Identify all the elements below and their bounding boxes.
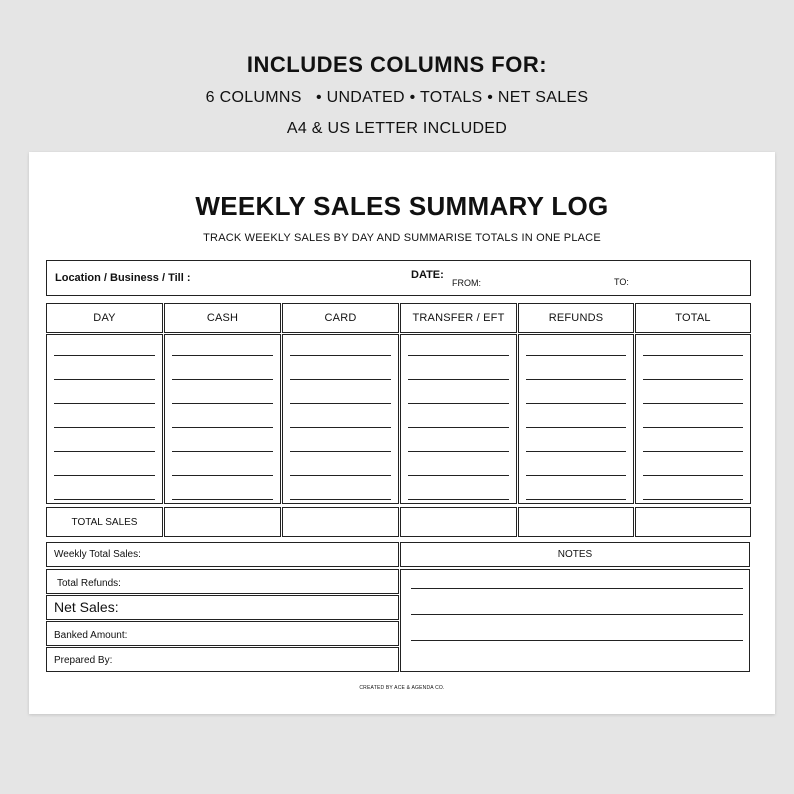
- write-in-line[interactable]: [643, 475, 743, 476]
- column-header-card: CARD: [282, 303, 399, 333]
- write-in-line[interactable]: [526, 427, 626, 428]
- write-in-line[interactable]: [172, 403, 273, 404]
- header-box: [46, 260, 751, 296]
- column-header-day: DAY: [46, 303, 163, 333]
- weekly-total-sales-box: [46, 542, 399, 567]
- prepared-by-box: [46, 647, 399, 672]
- write-in-line[interactable]: [643, 499, 743, 500]
- write-in-line[interactable]: [526, 499, 626, 500]
- write-in-line[interactable]: [643, 403, 743, 404]
- write-in-line[interactable]: [172, 499, 273, 500]
- write-in-line[interactable]: [408, 403, 509, 404]
- sheet-title: WEEKLY SALES SUMMARY LOG: [195, 191, 609, 221]
- write-in-line[interactable]: [54, 475, 155, 476]
- write-in-line[interactable]: [290, 403, 391, 404]
- write-in-line[interactable]: [408, 475, 509, 476]
- column-body-refunds: [518, 334, 634, 504]
- write-in-line[interactable]: [526, 403, 626, 404]
- promo-formats: A4 & US LETTER INCLUDED: [286, 120, 508, 137]
- write-in-line[interactable]: [172, 451, 273, 452]
- total-sales-card-cell: [282, 507, 399, 537]
- notes-line[interactable]: [411, 614, 743, 615]
- column-body-card: [282, 334, 399, 504]
- notes-line[interactable]: [411, 640, 743, 641]
- write-in-line[interactable]: [290, 355, 391, 356]
- total-sales-cash-cell: [164, 507, 281, 537]
- sheet-subtitle: TRACK WEEKLY SALES BY DAY AND SUMMARISE TOTALS IN ONE PLACE: [203, 232, 601, 244]
- write-in-line[interactable]: [54, 499, 155, 500]
- from-label: FROM:: [452, 278, 481, 288]
- write-in-line[interactable]: [526, 451, 626, 452]
- column-header-total: TOTAL: [635, 303, 751, 333]
- net-sales-box: [46, 595, 399, 620]
- column-body-transfer: [400, 334, 517, 504]
- write-in-line[interactable]: [290, 379, 391, 380]
- promo-features: 6 COLUMNS • UNDATED • TOTALS • NET SALES: [205, 89, 589, 106]
- write-in-line[interactable]: [643, 451, 743, 452]
- to-label: TO:: [614, 277, 629, 287]
- column-body-total: [635, 334, 751, 504]
- promo-title: INCLUDES COLUMNS FOR:: [246, 52, 548, 77]
- column-body-cash: [164, 334, 281, 504]
- write-in-line[interactable]: [408, 451, 509, 452]
- write-in-line[interactable]: [290, 499, 391, 500]
- notes-line[interactable]: [411, 588, 743, 589]
- write-in-line[interactable]: [54, 427, 155, 428]
- banked-amount-label: Banked Amount:: [54, 630, 128, 641]
- write-in-line[interactable]: [54, 355, 155, 356]
- total-sales-label: TOTAL SALES: [46, 507, 163, 537]
- write-in-line[interactable]: [172, 379, 273, 380]
- write-in-line[interactable]: [172, 427, 273, 428]
- banked-amount-box: [46, 621, 399, 646]
- total-refunds-box: [46, 569, 399, 594]
- total-sales-transfer-cell: [400, 507, 517, 537]
- column-header-cash: CASH: [164, 303, 281, 333]
- write-in-line[interactable]: [643, 427, 743, 428]
- write-in-line[interactable]: [172, 475, 273, 476]
- prepared-by-label: Prepared By:: [54, 655, 113, 666]
- notes-header: NOTES: [400, 542, 750, 567]
- write-in-line[interactable]: [290, 427, 391, 428]
- net-sales-label: Net Sales:: [54, 599, 119, 615]
- write-in-line[interactable]: [290, 475, 391, 476]
- write-in-line[interactable]: [643, 379, 743, 380]
- write-in-line[interactable]: [408, 499, 509, 500]
- write-in-line[interactable]: [54, 379, 155, 380]
- total-sales-refunds-cell: [518, 507, 634, 537]
- column-header-transfer: TRANSFER / EFT: [400, 303, 517, 333]
- write-in-line[interactable]: [526, 355, 626, 356]
- column-body-day: [46, 334, 163, 504]
- footer-credit: CREATED BY ACE & AGENDA CO.: [359, 685, 445, 691]
- write-in-line[interactable]: [408, 427, 509, 428]
- write-in-line[interactable]: [643, 355, 743, 356]
- write-in-line[interactable]: [408, 379, 509, 380]
- date-label: DATE:: [411, 269, 444, 281]
- write-in-line[interactable]: [526, 379, 626, 380]
- notes-box: [400, 569, 750, 672]
- location-label: Location / Business / Till :: [55, 272, 191, 284]
- write-in-line[interactable]: [54, 451, 155, 452]
- write-in-line[interactable]: [54, 403, 155, 404]
- write-in-line[interactable]: [290, 451, 391, 452]
- weekly-total-sales-label: Weekly Total Sales:: [54, 549, 141, 560]
- write-in-line[interactable]: [526, 475, 626, 476]
- total-refunds-label: Total Refunds:: [57, 578, 121, 589]
- write-in-line[interactable]: [172, 355, 273, 356]
- log-sheet: [29, 152, 775, 714]
- column-header-refunds: REFUNDS: [518, 303, 634, 333]
- write-in-line[interactable]: [408, 355, 509, 356]
- total-sales-total-cell: [635, 507, 751, 537]
